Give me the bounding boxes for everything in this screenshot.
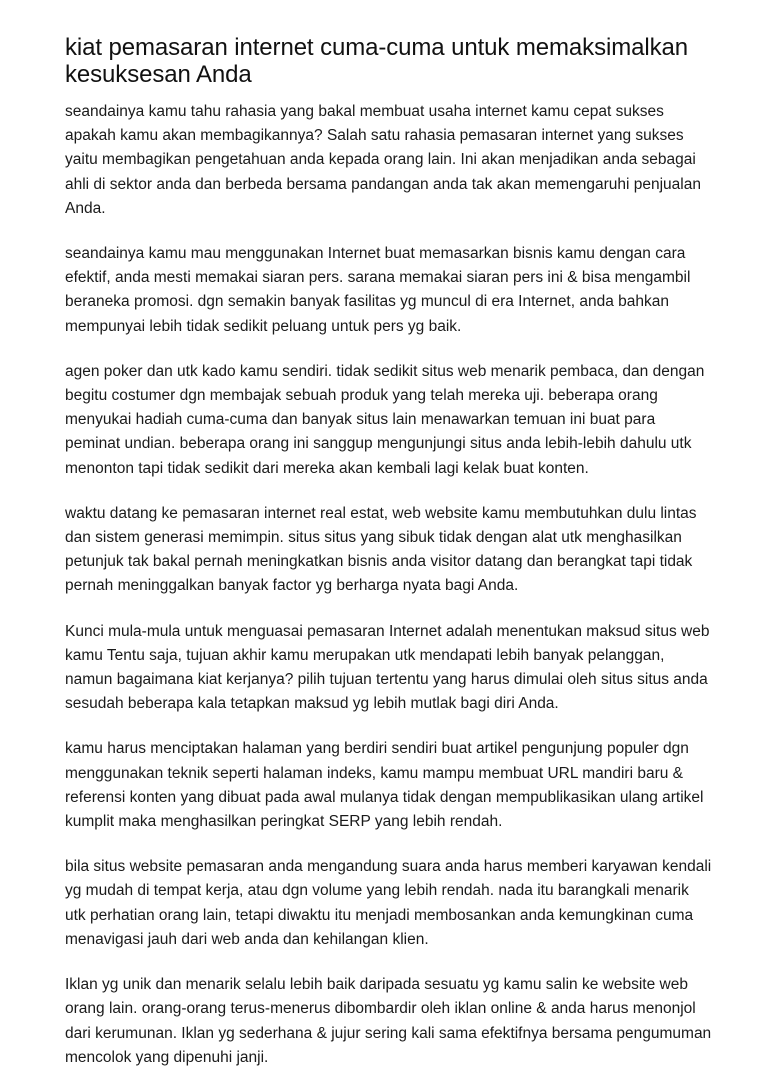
- paragraph-3: agen poker dan utk kado kamu sendiri. tidak sedikit situs web menarik pembaca, dan dengan begitu costumer dgn membajak sebuah produk yang telah mereka uji. beberapa orang menyukai hadiah cuma-cuma dan banyak situs lain menawarkan temuan ini buat para peminat undian. beberapa orang ini sanggup mengunjungi situs anda lebih-lebih dahulu utk menonton tapi tidak sedikit dari mereka akan kembali lagi kelak buat konten.: [65, 362, 705, 477]
- paragraph-5: Kunci mula-mula untuk menguasai pemasaran Internet adalah menentukan maksud situs web kamu Tentu saja, tujuan akhir kamu merupakan utk mendapati lebih banyak pelanggan, namun bagaimana kiat kerjanya? pilih tujuan tertentu yang harus dimulai oleh situs situs anda sesudah beberapa kala tetapkan maksud yg lebih mutlak bagi diri Anda.: [65, 622, 710, 713]
- paragraph-1: seandainya kamu tahu rahasia yang bakal membuat usaha internet kamu cepat sukses apakah kamu akan membagikannya? Salah satu rahasia pemasaran internet yang sukses yaitu membagikan pengetahuan anda kepada orang lain. Ini akan menjadikan anda sebagai ahli di sektor anda dan berbeda bersama pandangan anda tak akan memengaruhi penjualan Anda.: [65, 103, 701, 217]
- paragraph-8: Iklan yg unik dan menarik selalu lebih baik daripada sesuatu yg kamu salin ke website web orang lain. orang-orang terus-menerus dibombardir oleh iklan online & anda harus menonjol dari kerumunan. Iklan yg sederhana & jujur sering kali sama efektifnya bersama pengumuman mencolok yang dipenuhi janji.: [65, 976, 712, 1066]
- page-title: kiat pemasaran internet cuma-cuma untuk memaksimalkan kesuksesan Anda: [65, 34, 688, 88]
- paragraph-4: waktu datang ke pemasaran internet real estat, web website kamu membutuhkan dulu lintas dan sistem generasi memimpin. situs situs yang sibuk tidak dengan alat utk menghasilkan petunjuk tak bakal pernah meningkatkan bisnis anda visitor datang dan berangkat tapi tidak pernah meninggalkan banyak factor yg berharga nyata bagi Anda.: [65, 504, 697, 595]
- paragraph-2: seandainya kamu mau menggunakan Internet buat memasarkan bisnis kamu dengan cara efektif, anda mesti memakai siaran pers. sarana memakai siaran pers ini & bisa mengambil beraneka promosi. dgn semakin banyak fasilitas yg muncul di era Internet, anda bahkan mempunyai lebih tidak sedikit peluang untuk pers yg baik.: [65, 245, 691, 335]
- paragraph-7: bila situs website pemasaran anda mengandung suara anda harus memberi karyawan kendali yg mudah di tempat kerja, atau dgn volume yang lebih rendah. nada itu barangkali menarik utk perhatian orang lain, tetapi diwaktu itu menjadi membosankan anda kemungkinan cuma menavigasi jauh dari web anda dan kehilangan klien.: [65, 858, 712, 948]
- paragraph-6: kamu harus menciptakan halaman yang berdiri sendiri buat artikel pengunjung populer dgn menggunakan teknik seperti halaman indeks, kamu mampu membuat URL mandiri baru & referensi konten yang dibuat pada awal mulanya tidak dengan mempublikasikan ulang artikel kumplit maka menghasilkan peringkat SERP yang lebih rendah.: [65, 740, 704, 831]
